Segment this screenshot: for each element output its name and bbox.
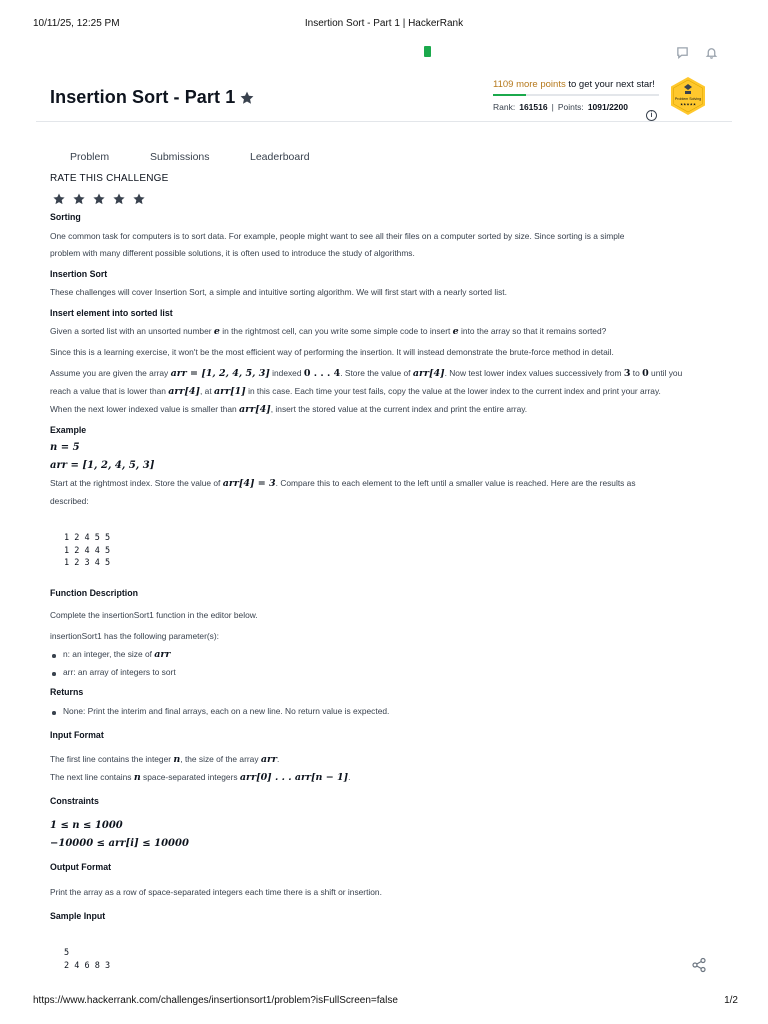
- math-arr4: arr[4]: [168, 386, 201, 397]
- text-segment: to: [630, 368, 643, 378]
- math-n: n: [133, 772, 141, 783]
- text-segment: . Store the value of: [340, 368, 413, 378]
- tab-leaderboard[interactable]: Leaderboard: [250, 151, 310, 163]
- math-n: n: [173, 754, 181, 765]
- text-segment: , at: [200, 386, 214, 396]
- heading-sorting: Sorting: [50, 212, 81, 222]
- top-icons: [676, 46, 718, 64]
- points-needed: 1109 more points: [493, 79, 566, 90]
- progress-fill: [493, 94, 526, 96]
- text-segment: .: [277, 754, 280, 764]
- text-segment: . Now test lower index values successively from: [444, 368, 624, 378]
- rating-stars: [52, 192, 146, 208]
- heading-constraints: Constraints: [50, 796, 99, 806]
- text-segment: in the rightmost cell, can you write some simple code to insert: [219, 326, 453, 336]
- challenge-header: [36, 70, 732, 122]
- tab-problem[interactable]: Problem: [70, 151, 110, 163]
- list-item-param-arr: [50, 667, 730, 677]
- rank-label: Rank:: [493, 102, 516, 112]
- paragraph-sorting-1: One common task for computers is to sort data. For example, people might want to see all their files on a computer sorted by size. Since sorting is a simple: [50, 231, 625, 241]
- rating-star-icon[interactable]: [92, 192, 106, 208]
- paragraph-sorting-2: problem with many different possible solutions, it is often used to introduce the study of algorithms.: [50, 248, 415, 258]
- info-icon[interactable]: i: [646, 110, 657, 121]
- chat-icon[interactable]: [676, 46, 689, 64]
- problem-solving-badge[interactable]: [668, 76, 708, 116]
- paragraph-insertion: These challenges will cover Insertion Sort, a simple and intuitive sorting algorithm. We will first start with a nearly sorted list.: [50, 287, 507, 297]
- text-segment: The first line contains the integer: [50, 754, 174, 764]
- text-segment: n: an integer, the size of: [63, 649, 155, 659]
- math-arr4: arr[4]: [239, 404, 271, 415]
- text-segment: in this case. Each time your test fails, copy the value at the lower index to the current index and print your array.: [245, 386, 661, 396]
- heading-example: Example: [50, 425, 87, 435]
- heading-sample-input: Sample Input: [50, 911, 106, 921]
- heading-function-description: Function Description: [50, 588, 138, 598]
- text-segment: reach a value that is lower than: [50, 386, 169, 396]
- bookmark-star-icon[interactable]: [239, 90, 255, 111]
- paragraph-func-2: insertionSort1 has the following parameter(s):: [50, 631, 219, 641]
- math-arr: arr: [154, 649, 171, 660]
- rank-line: [493, 102, 663, 112]
- text-segment: indexed: [269, 368, 304, 378]
- rank-value: 161516: [519, 102, 548, 112]
- paragraph-input-1: [50, 750, 730, 769]
- paragraph-input-2: [50, 768, 730, 787]
- math-0: 0: [642, 368, 649, 379]
- badge-title: Problem Solving: [674, 97, 702, 101]
- share-icon[interactable]: [691, 957, 707, 978]
- list-item-returns: [50, 706, 730, 716]
- text-segment: , insert the stored value at the current index and print the entire array.: [270, 404, 528, 414]
- math-arr4: arr[4]: [412, 368, 445, 379]
- math-range: 0 . . . 4: [303, 368, 341, 379]
- rating-star-icon[interactable]: [72, 192, 86, 208]
- math-3: 3: [623, 368, 631, 379]
- badge-stars: ★★★★★: [679, 102, 697, 107]
- math-arr: arr: [260, 754, 278, 765]
- math-arr-example: arr = [1, 2, 4, 5, 3]: [50, 460, 155, 471]
- text-segment: , the size of the array: [180, 754, 261, 764]
- math-arr-range: arr[0] . . . arr[n − 1]: [239, 772, 349, 783]
- bell-icon[interactable]: [705, 46, 718, 64]
- rating-star-icon[interactable]: [52, 192, 66, 208]
- text-segment: The next line contains: [50, 772, 134, 782]
- heading-insertion-sort: Insertion Sort: [50, 269, 108, 279]
- text-segment: When the next lower indexed value is smaller than: [50, 404, 240, 414]
- rate-label: RATE THIS CHALLENGE: [50, 173, 169, 184]
- text-segment: space-separated integers: [140, 772, 240, 782]
- star-progress: [493, 79, 663, 119]
- print-page-title: Insertion Sort - Part 1 | HackerRank: [304, 18, 464, 29]
- list-item-param-n: [50, 649, 730, 660]
- paragraph-output: Print the array as a row of space-separated integers each time there is a shift or insertion.: [50, 887, 382, 897]
- heading-insert-element: Insert element into sorted list: [50, 308, 173, 318]
- code-sample-input: 5 2 4 6 8 3: [64, 948, 111, 971]
- progress-bar: [493, 94, 659, 96]
- paragraph-reach: [50, 382, 730, 401]
- status-indicator: [424, 46, 431, 57]
- print-url: https://www.hackerrank.com/challenges/insertionsort1/problem?isFullScreen=false: [33, 995, 398, 1006]
- heading-output-format: Output Format: [50, 862, 112, 872]
- paragraph-func-1: Complete the insertionSort1 function in the editor below.: [50, 610, 258, 620]
- paragraph-when: [50, 400, 730, 419]
- math-arr4-eq-3: arr[4] = 3: [222, 478, 276, 489]
- math-e: e: [213, 326, 220, 337]
- print-date: 10/11/25, 12:25 PM: [33, 18, 120, 29]
- math-constraint-arr: −10000 ≤ arr[i] ≤ 10000: [50, 838, 189, 849]
- text-segment: into the array so that it remains sorted?: [458, 326, 607, 336]
- math-n-equals: n = 5: [50, 442, 80, 453]
- points-suffix: to get your next star!: [565, 79, 655, 90]
- text-segment: Given a sorted list with an unsorted number: [50, 326, 214, 336]
- paragraph-insert-1: [50, 322, 730, 341]
- math-arr-eq: arr = [1, 2, 4, 5, 3]: [170, 368, 270, 379]
- progress-text: [493, 79, 663, 90]
- rating-star-icon[interactable]: [112, 192, 126, 208]
- code-results: 1 2 4 5 5 1 2 4 4 5 1 2 3 4 5: [64, 533, 111, 568]
- heading-input-format: Input Format: [50, 730, 104, 740]
- text-segment: None: Print the interim and final arrays, each on a new line. No return value is expected.: [63, 706, 390, 716]
- print-header: [0, 18, 768, 30]
- points-value: 1091/2200: [587, 102, 628, 112]
- text-segment: arr: an array of integers to sort: [63, 667, 176, 677]
- rank-separator: |: [551, 102, 554, 112]
- math-arr1: arr[1]: [213, 386, 246, 397]
- points-label: Points:: [557, 102, 584, 112]
- heading-returns: Returns: [50, 687, 84, 697]
- math-constraint-n: 1 ≤ n ≤ 1000: [50, 820, 123, 831]
- text-segment: until you: [648, 368, 683, 378]
- paragraph-assume: [50, 364, 730, 383]
- rating-star-icon[interactable]: [132, 192, 146, 208]
- text-segment: Start at the rightmost index. Store the value of: [50, 478, 223, 488]
- paragraph-insert-2: Since this is a learning exercise, it won't be the most efficient way of performing the insertion. It will instead demonstrate the brute-force method in detail.: [50, 347, 614, 357]
- paragraph-start: [50, 474, 730, 493]
- page-title: Insertion Sort - Part 1: [50, 87, 236, 107]
- math-e: e: [452, 326, 459, 337]
- text-segment: .: [348, 772, 351, 782]
- paragraph-described: described:: [50, 496, 89, 506]
- text-segment: Assume you are given the array: [50, 368, 171, 378]
- tab-submissions[interactable]: Submissions: [150, 151, 210, 163]
- print-page-number: 1/2: [724, 995, 738, 1006]
- text-segment: . Compare this to each element to the left until a smaller value is reached. Here are the results as: [275, 478, 636, 488]
